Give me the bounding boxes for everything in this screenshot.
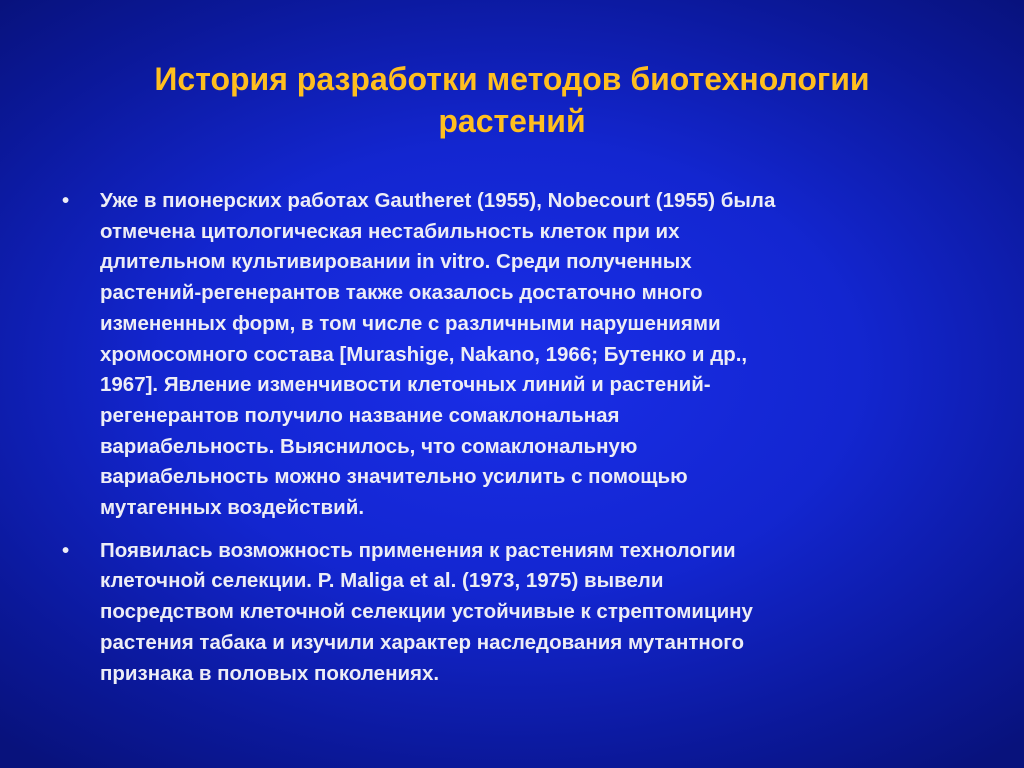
bullet-marker: • — [62, 189, 70, 212]
slide-title-line-1: История разработки методов биотехнологии — [154, 61, 870, 97]
bullet-line: отмечена цитологическая нестабильность клеток при их — [100, 219, 680, 243]
bullet-line: Появилась возможность применения к растениям технологии — [100, 538, 736, 562]
bullet-line: растения табака и изучили характер наследования мутантного — [100, 630, 745, 654]
bullet-line: Уже в пионерских работах Gautheret (1955), Nobecourt (1955) была — [100, 189, 776, 212]
bullet-item-cell-selection — [60, 536, 960, 690]
bullet-line: 1967]. Явление изменчивости клеточных линий и растений- — [100, 373, 711, 397]
bullet-line: измененных форм, в том числе с различными нарушениями — [100, 311, 721, 335]
bullet-line: длительном культивировании in vitro. Среди полученных — [100, 250, 692, 274]
bullet-line: мутагенных воздействий. — [100, 496, 365, 520]
bullet-marker: • — [62, 538, 70, 562]
bullet-line: вариабельность можно значительно усилить с помощью — [100, 465, 688, 489]
slide-title — [60, 58, 964, 142]
bullet-line: регенерантов получило название сомаклональная — [100, 403, 620, 427]
bullet-line: посредством клеточной селекции устойчивые к стрептомицину — [100, 600, 753, 624]
bullet-line: растений-регенерантов также оказалось достаточно много — [100, 281, 703, 305]
slide-title-line-2: растений — [438, 103, 586, 139]
bullet-line: признака в половых поколениях. — [100, 661, 440, 685]
bullet-item-somaclonal — [60, 186, 960, 524]
bullet-line: вариабельность. Выяснилось, что сомаклональную — [100, 434, 638, 458]
bullet-list — [60, 186, 960, 701]
bullet-line: клеточной селекции. P. Maliga et al. (1973, 1975) вывели — [100, 569, 664, 593]
bullet-line: хромосомного состава [Murashige, Nakano, 1966; Бутенко и др., — [100, 342, 748, 366]
